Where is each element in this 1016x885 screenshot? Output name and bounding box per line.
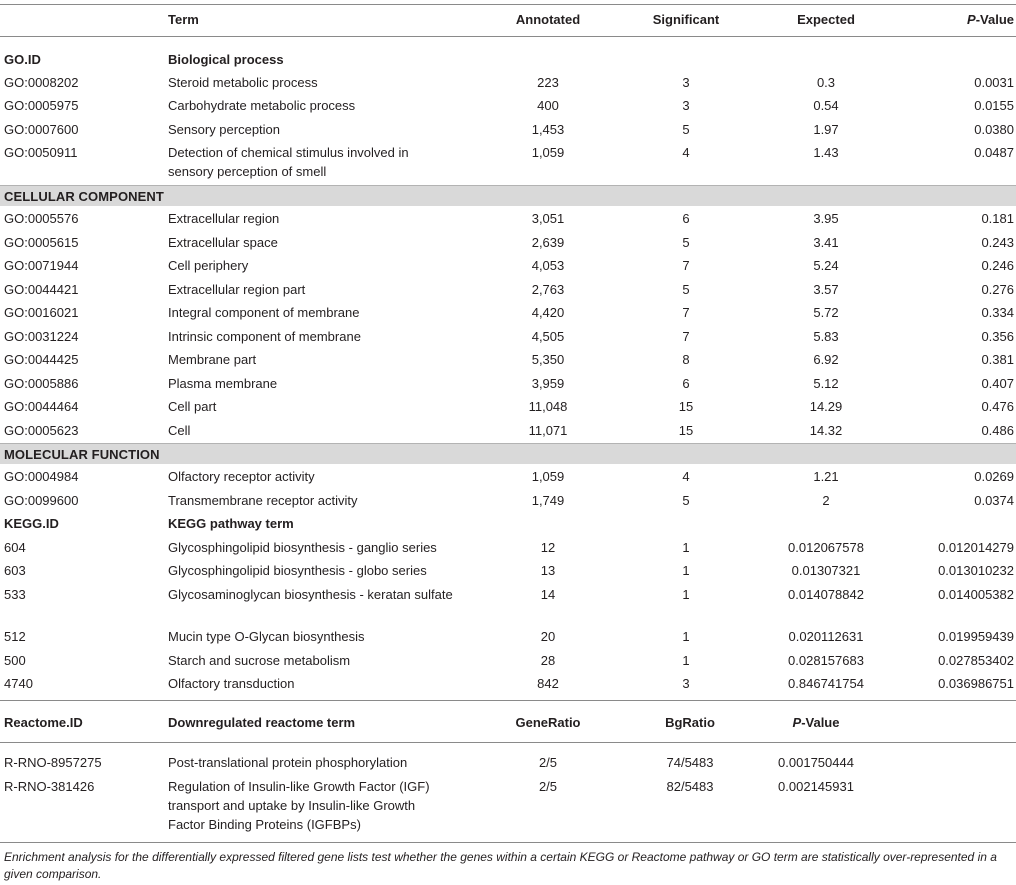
row-id: 533	[4, 587, 26, 602]
row-annotated: 11,048	[528, 399, 568, 414]
row-pvalue: 0.012014279	[938, 540, 1014, 555]
row-id: GO:0005886	[4, 376, 79, 391]
row-pvalue: 0.002145931	[778, 779, 854, 794]
header-rule	[0, 36, 1016, 37]
row-expected: 0.028157683	[788, 653, 864, 668]
row-annotated: 4,505	[531, 329, 565, 344]
row-significant: 5	[682, 122, 690, 137]
header-pvalue-italic: P	[967, 12, 976, 27]
row-significant: 3	[682, 98, 690, 113]
row-pvalue: 0.356	[981, 329, 1014, 344]
row-generatio: 2/5	[538, 755, 558, 770]
row-expected: 14.29	[809, 399, 843, 414]
row-pvalue: 0.181	[981, 211, 1014, 226]
row-term: Extracellular region part	[168, 282, 306, 297]
row-id: GO:0005623	[4, 423, 79, 438]
row-term: Regulation of Insulin-like Growth Factor (IGF) transport and uptake by Insulin-like Growth Factor Binding Proteins (IGFBPs)	[168, 779, 430, 832]
row-term: Cell part	[168, 399, 217, 414]
row-id: R-RNO-381426	[4, 779, 95, 794]
row-significant: 5	[682, 235, 690, 250]
row-term: Post-translational protein phosphorylation	[168, 755, 408, 770]
cellular-component-band	[0, 185, 1016, 206]
reactome-pvalue-label	[766, 713, 866, 732]
row-significant: 4	[682, 145, 690, 160]
row-expected: 0.020112631	[788, 629, 864, 644]
row-expected: 5.72	[813, 305, 839, 320]
row-annotated: 28	[540, 653, 556, 668]
reactome-pvalue-rest: -Value	[801, 715, 840, 730]
row-id: GO:0008202	[4, 75, 79, 90]
row-expected: 6.92	[813, 352, 839, 367]
row-pvalue: 0.246	[981, 258, 1014, 273]
row-significant: 7	[682, 329, 690, 344]
row-pvalue: 0.001750444	[778, 755, 854, 770]
row-term: Olfactory receptor activity	[168, 469, 315, 484]
row-term: Carbohydrate metabolic process	[168, 98, 356, 113]
row-id: 603	[4, 563, 26, 578]
row-significant: 6	[682, 211, 690, 226]
row-term: Integral component of membrane	[168, 305, 360, 320]
row-significant: 7	[682, 305, 690, 320]
header-expected: Expected	[797, 12, 855, 27]
row-pvalue: 0.0380	[974, 122, 1014, 137]
row-significant: 3	[682, 676, 690, 691]
row-term: Glycosphingolipid biosynthesis - globo series	[168, 563, 427, 578]
header-pvalue	[900, 10, 1014, 29]
row-expected: 1.21	[813, 469, 839, 484]
row-annotated: 13	[540, 563, 556, 578]
row-pvalue: 0.243	[981, 235, 1014, 250]
row-annotated: 2,639	[531, 235, 565, 250]
row-term: Detection of chemical stimulus involved in sensory perception of smell	[168, 145, 409, 179]
row-generatio: 2/5	[538, 779, 558, 794]
reactome-generatio-label: GeneRatio	[515, 715, 581, 730]
header-significant: Significant	[652, 12, 720, 27]
row-annotated: 20	[540, 629, 556, 644]
row-significant: 1	[682, 629, 690, 644]
row-annotated: 4,053	[531, 258, 565, 273]
reactome-pvalue-italic: P	[792, 715, 802, 730]
row-annotated: 14	[540, 587, 556, 602]
row-expected: 5.24	[813, 258, 839, 273]
row-term: Starch and sucrose metabolism	[168, 653, 351, 668]
row-term: Olfactory transduction	[168, 676, 295, 691]
row-pvalue: 0.276	[981, 282, 1014, 297]
reactome-id-label: Reactome.ID	[4, 715, 83, 730]
row-annotated: 2,763	[531, 282, 565, 297]
row-annotated: 1,749	[531, 493, 565, 508]
row-term: Glycosaminoglycan biosynthesis - keratan sulfate	[168, 587, 453, 602]
reactome-term-label: Downregulated reactome term	[168, 715, 356, 730]
row-expected: 0.01307321	[791, 563, 861, 578]
row-significant: 15	[678, 399, 694, 414]
row-expected: 1.97	[813, 122, 839, 137]
row-term: Mucin type O-Glycan biosynthesis	[168, 629, 365, 644]
row-term: Cell periphery	[168, 258, 249, 273]
row-significant: 5	[682, 493, 690, 508]
reactome-header-rule	[0, 742, 1016, 743]
row-expected: 14.32	[809, 423, 843, 438]
header-pvalue-rest: -Value	[975, 12, 1014, 27]
row-term: Membrane part	[168, 352, 257, 367]
row-expected: 5.12	[813, 376, 839, 391]
row-id: GO:0044464	[4, 399, 79, 414]
row-significant: 1	[682, 563, 690, 578]
row-term: Glycosphingolipid biosynthesis - ganglio series	[168, 540, 437, 555]
kegg-id-label: KEGG.ID	[4, 516, 59, 531]
row-pvalue: 0.476	[981, 399, 1014, 414]
row-id: GO:0031224	[4, 329, 79, 344]
row-id: GO:0005576	[4, 211, 79, 226]
row-significant: 5	[682, 282, 690, 297]
row-significant: 1	[682, 540, 690, 555]
row-id: GO:0050911	[4, 145, 78, 160]
row-significant: 4	[682, 469, 690, 484]
row-annotated: 3,959	[531, 376, 565, 391]
header-annotated: Annotated	[515, 12, 581, 27]
row-term: Extracellular space	[168, 235, 278, 250]
row-expected: 3.57	[813, 282, 839, 297]
row-significant: 8	[682, 352, 690, 367]
row-pvalue: 0.0031	[974, 75, 1014, 90]
row-expected: 2	[822, 493, 830, 508]
row-significant: 1	[682, 587, 690, 602]
row-pvalue: 0.0155	[974, 98, 1014, 113]
reactome-bgratio-label: BgRatio	[665, 715, 715, 730]
row-annotated: 400	[537, 98, 559, 113]
row-id: GO:0071944	[4, 258, 79, 273]
row-id: GO:0044421	[4, 282, 79, 297]
row-significant: 7	[682, 258, 690, 273]
kegg-term-label: KEGG pathway term	[168, 516, 294, 531]
row-pvalue: 0.0374	[974, 493, 1014, 508]
row-expected: 5.83	[813, 329, 839, 344]
row-significant: 3	[682, 75, 690, 90]
row-term: Sensory perception	[168, 122, 281, 137]
row-id: GO:0016021	[4, 305, 79, 320]
row-id: 4740	[4, 676, 33, 691]
row-id: 512	[4, 629, 26, 644]
header-term: Term	[168, 12, 199, 27]
row-term: Transmembrane receptor activity	[168, 493, 358, 508]
row-expected: 1.43	[813, 145, 839, 160]
row-expected: 0.54	[813, 98, 839, 113]
row-annotated: 223	[537, 75, 559, 90]
table-caption: Enrichment analysis for the differentially expressed filtered gene lists test whether the genes within a certain KEGG or Reactome pathway or GO term are statistically over-represented in a given comparison.	[4, 850, 997, 881]
row-annotated: 11,071	[528, 423, 568, 438]
table-top-rule	[0, 4, 1016, 5]
row-annotated: 4,420	[531, 305, 565, 320]
row-expected: 0.012067578	[788, 540, 864, 555]
row-pvalue: 0.0269	[974, 469, 1014, 484]
row-annotated: 12	[540, 540, 556, 555]
row-term: Cell	[168, 423, 191, 438]
row-significant: 6	[682, 376, 690, 391]
row-expected: 0.3	[816, 75, 836, 90]
row-id: GO:0005975	[4, 98, 79, 113]
row-expected: 3.41	[813, 235, 839, 250]
row-pvalue: 0.381	[981, 352, 1014, 367]
go-id-label: GO.ID	[4, 52, 41, 67]
row-pvalue: 0.013010232	[938, 563, 1014, 578]
row-term: Extracellular region	[168, 211, 280, 226]
row-pvalue: 0.486	[981, 423, 1014, 438]
row-pvalue: 0.0487	[974, 145, 1014, 160]
molecular-function-label: MOLECULAR FUNCTION	[4, 447, 160, 462]
row-annotated: 842	[537, 676, 559, 691]
row-expected: 0.014078842	[788, 587, 864, 602]
kegg-bottom-rule	[0, 700, 1016, 701]
row-id: 604	[4, 540, 26, 555]
row-significant: 1	[682, 653, 690, 668]
molecular-function-band	[0, 443, 1016, 464]
row-pvalue: 0.019959439	[938, 629, 1014, 644]
row-bgratio: 82/5483	[666, 779, 714, 794]
row-pvalue: 0.014005382	[938, 587, 1014, 602]
row-annotated: 1,059	[531, 145, 565, 160]
row-annotated: 5,350	[531, 352, 565, 367]
row-annotated: 1,453	[531, 122, 565, 137]
row-annotated: 1,059	[531, 469, 565, 484]
row-id: GO:0007600	[4, 122, 79, 137]
row-term: Intrinsic component of membrane	[168, 329, 361, 344]
row-annotated: 3,051	[531, 211, 565, 226]
row-id: GO:0004984	[4, 469, 79, 484]
row-term: Plasma membrane	[168, 376, 278, 391]
row-pvalue: 0.334	[981, 305, 1014, 320]
row-id: 500	[4, 653, 26, 668]
row-expected: 3.95	[813, 211, 839, 226]
row-significant: 15	[678, 423, 694, 438]
row-term: Steroid metabolic process	[168, 75, 318, 90]
row-id: R-RNO-8957275	[4, 755, 102, 770]
row-id: GO:0099600	[4, 493, 79, 508]
row-pvalue: 0.036986751	[938, 676, 1014, 691]
row-id: GO:0005615	[4, 235, 79, 250]
row-pvalue: 0.027853402	[938, 653, 1014, 668]
bp-label: Biological process	[168, 52, 284, 67]
row-id: GO:0044425	[4, 352, 79, 367]
row-bgratio: 74/5483	[666, 755, 714, 770]
cellular-component-label: CELLULAR COMPONENT	[4, 189, 164, 204]
row-pvalue: 0.407	[981, 376, 1014, 391]
table-bottom-rule	[0, 842, 1016, 843]
row-expected: 0.846741754	[788, 676, 864, 691]
